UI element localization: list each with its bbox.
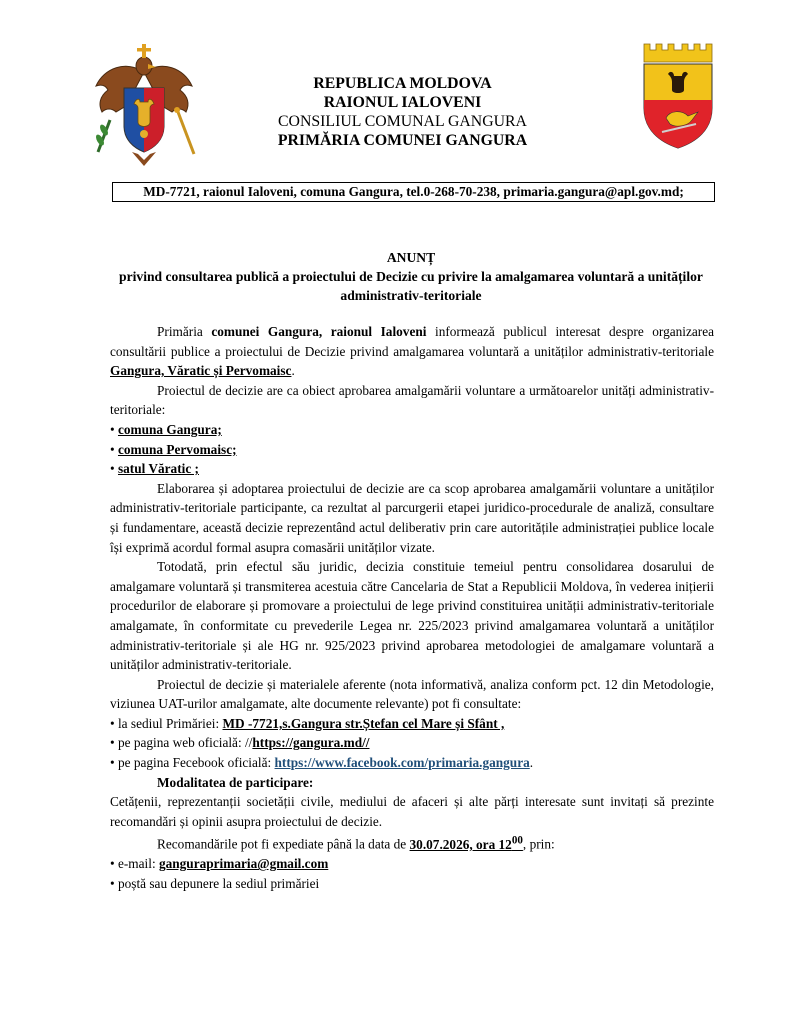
announcement-heading: ANUNȚ bbox=[386, 250, 436, 265]
paragraph-consultation: Proiectul de decizie și materialele aferente (nota informativă, analiza conform pct. 12 din Metodologie, viziunea UAT-urilor amalgamate, alte documente relevante) pot fi consultate: bbox=[110, 676, 714, 712]
document-body bbox=[110, 322, 714, 894]
unit-varatic: satul Văratic ; bbox=[117, 461, 199, 477]
intro-end: . bbox=[291, 363, 295, 379]
email-link[interactable]: ganguraprimaria@gmail.com bbox=[158, 856, 329, 872]
consult-web-label: • pe pagina web oficială: // bbox=[110, 735, 253, 751]
unit-list-item: • comuna Gangura; bbox=[110, 421, 222, 437]
consult-fb-end: . bbox=[529, 755, 534, 771]
deadline-post: , prin: bbox=[522, 836, 555, 852]
paragraph-object: Proiectul de decizie are ca obiect aprobarea amalgamării voluntare a următoarelor unități administrativ-teritoriale: bbox=[110, 382, 714, 418]
deadline-minutes: 00 bbox=[511, 834, 523, 847]
gangura-coat-of-arms bbox=[640, 40, 716, 150]
contact-line: MD-7721, raionul Ialoveni, comuna Gangura, tel.0-268-70-238, primaria.gangura@apl.gov.md; bbox=[112, 182, 715, 202]
website-link[interactable]: https://gangura.md// bbox=[252, 735, 370, 751]
email-line bbox=[110, 854, 714, 874]
deadline-pre: Recomandările pot fi expediate până la data de bbox=[157, 836, 407, 852]
announcement-subtitle: privind consultarea publică a proiectului de Decizie cu privire la amalgamarea voluntară a unităților administrativ-teritoriale bbox=[119, 269, 703, 303]
intro-text-a: Primăria bbox=[157, 324, 203, 339]
header-country: REPUBLICA MOLDOVA bbox=[313, 75, 492, 92]
consult-fb-label: • pe pagina Fecebook oficială: bbox=[110, 755, 272, 771]
header-district: RAIONUL IALOVENI bbox=[323, 94, 482, 111]
announcement-title bbox=[110, 248, 712, 305]
intro-locality: comunei Gangura, raionul Ialoveni bbox=[211, 324, 427, 339]
consult-facebook bbox=[110, 753, 714, 773]
header-council: CONSILIUL COMUNAL GANGURA bbox=[278, 113, 527, 130]
consult-seat bbox=[110, 714, 714, 734]
unit-list-item: • comuna Pervomaisc; bbox=[110, 441, 237, 457]
email-label: • e-mail: bbox=[110, 856, 156, 872]
post-line: • poștă sau depunere la sediul primăriei bbox=[110, 876, 320, 892]
unit-list-item: • satul Văratic ; bbox=[110, 461, 199, 477]
consult-web bbox=[110, 733, 714, 753]
paragraph-purpose: Elaborarea și adoptarea proiectului de decizie are ca scop aprobarea amalgamării voluntare a unităților administrativ-teritoriale participante, ca rezultat al parcurgerii etapei juridico-procedurale de analiză, consultare și fundamentare, această decizie reprezentând actul deliberativ prin care autoritățile administrației publice locale își exprimă acordul formal asupra comasării unităților vizate. bbox=[110, 480, 714, 555]
unit-pervomaisc: comuna Pervomaisc; bbox=[117, 441, 237, 457]
header-mayoralty: PRIMĂRIA COMUNEI GANGURA bbox=[277, 132, 528, 149]
consult-seat-label: • la sediul Primăriei: bbox=[110, 715, 220, 731]
deadline-value: 30.07.2026, ora 12 bbox=[409, 836, 512, 852]
intro-units: Gangura, Văratic și Pervomaisc bbox=[110, 363, 292, 379]
intro-text-c: informează publicul interesat despre organizarea consultării publice a proiectului de Decizie privind amalgamarea voluntară a unităților administrativ-teritoriale bbox=[110, 324, 715, 359]
deadline-line bbox=[110, 831, 714, 854]
participation-heading: Modalitatea de participare: bbox=[157, 774, 314, 790]
deadline-date bbox=[409, 834, 523, 852]
paragraph-legal-effect: Totodată, prin efectul său juridic, decizia constituie temeiul pentru consolidarea dosarului de amalgamare voluntară și transmiterea acestuia către Cancelaria de Stat a Republicii Moldova, în vederea inițierii procedurilor de elaborare și promovare a proiectului de lege privind constituirea unității administrativ-teritoriale amalgamate, în conformitate cu prevederile Legea nr. 225/2023 privind amalgamarea voluntară a unităților administrativ-teritoriale și ale HG nr. 925/2023 privind aprobarea metodologiei de amalgamare voluntară a unităților administrativ-teritoriale. bbox=[110, 559, 714, 673]
unit-gangura: comuna Gangura; bbox=[117, 421, 222, 437]
paragraph-intro bbox=[110, 322, 714, 381]
consult-seat-address: MD -7721,s.Gangura str.Ștefan cel Mare și Sfânt , bbox=[222, 715, 505, 731]
institution-header bbox=[250, 74, 555, 150]
moldova-coat-of-arms bbox=[88, 42, 200, 168]
participation-text: Cetățenii, reprezentanții societății civile, mediului de afaceri și alte părți interesate sunt invitați să prezinte recomandări și opinii asupra proiectului de decizie. bbox=[110, 794, 714, 829]
facebook-link[interactable]: https://www.facebook.com/primaria.gangura bbox=[274, 755, 530, 771]
